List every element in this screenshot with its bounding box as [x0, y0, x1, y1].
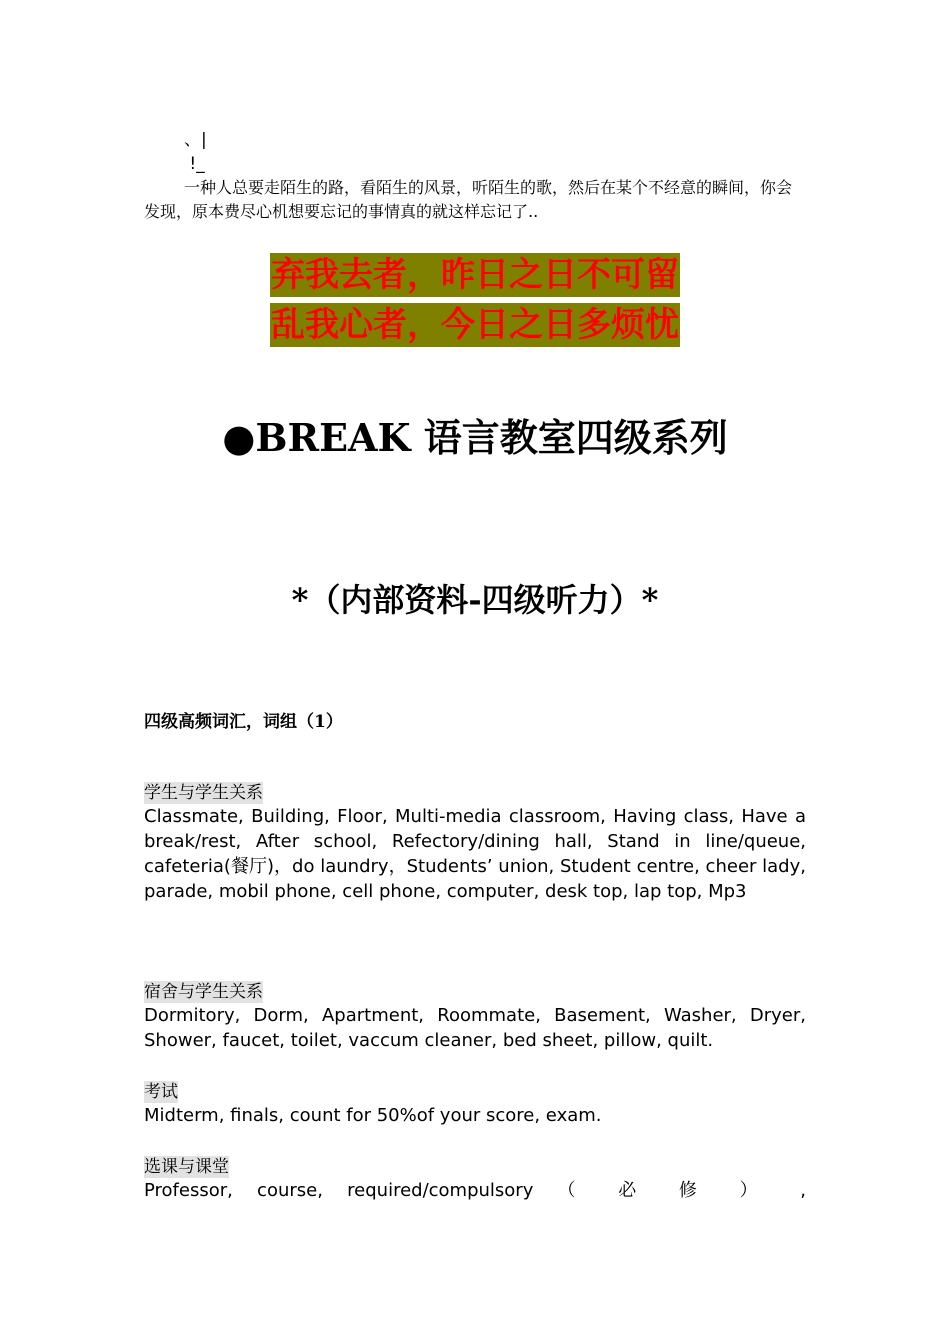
- intro-text: 一种人总要走陌生的路，看陌生的风景，听陌生的歌，然后在某个不经意的瞬间，你会发现，原本费尽心机想要忘记的事情真的就这样忘记了..: [144, 178, 793, 221]
- bullet-icon: ●: [222, 415, 256, 460]
- section-student-relations: [144, 782, 806, 904]
- section-heading: 学生与学生关系: [144, 783, 263, 803]
- poem-line-1-row: [0, 253, 950, 297]
- page-subtitle: *（内部资料-四级听力）*: [291, 581, 659, 619]
- section-heading: 选课与课堂: [144, 1157, 229, 1177]
- poem-line-2-row: [0, 303, 950, 347]
- section-heading: 宿舍与学生关系: [144, 982, 263, 1002]
- intro-paragraph: [144, 176, 806, 224]
- stray-marks: [184, 128, 207, 176]
- vocab-heading: 四级高频词汇，词组（1）: [144, 712, 343, 732]
- poem-line-1: 弃我去者，昨日之日不可留: [271, 255, 679, 295]
- section-body: Dormitory, Dorm, Apartment, Roommate, Basement, Washer, Dryer, Shower, faucet, toilet, vaccum cleaner, bed sheet, pillow, quilt.: [144, 1005, 806, 1051]
- page-title: [0, 408, 950, 468]
- section-heading: 考试: [144, 1082, 178, 1102]
- section-body: Professor, course, required/compulsory （ 必 修 ） ,: [144, 1180, 806, 1201]
- section-body: Classmate, Building, Floor, Multi-media classroom, Having class, Have a break/rest, After school, Refectory/dining hall, Stand in line/queue, cafeteria(餐厅)，do laundry，Students’ union, Student centre, cheer lady, parade, mobil phone, cell phone, computer, desk top, lap top, Mp3: [144, 806, 806, 902]
- poem-line-2: 乱我心者，今日之日多烦忧: [271, 305, 679, 345]
- section-dormitory: [144, 981, 806, 1053]
- section-body: Midterm, finals, count for 50%of your score, exam.: [144, 1105, 602, 1126]
- stray-mark-line-1: 、|: [184, 130, 207, 150]
- section-courses: [144, 1156, 806, 1203]
- page-title-text: BREAK 语言教室四级系列: [255, 415, 728, 460]
- section-exams: [144, 1081, 806, 1128]
- stray-mark-line-2: !_: [184, 154, 205, 174]
